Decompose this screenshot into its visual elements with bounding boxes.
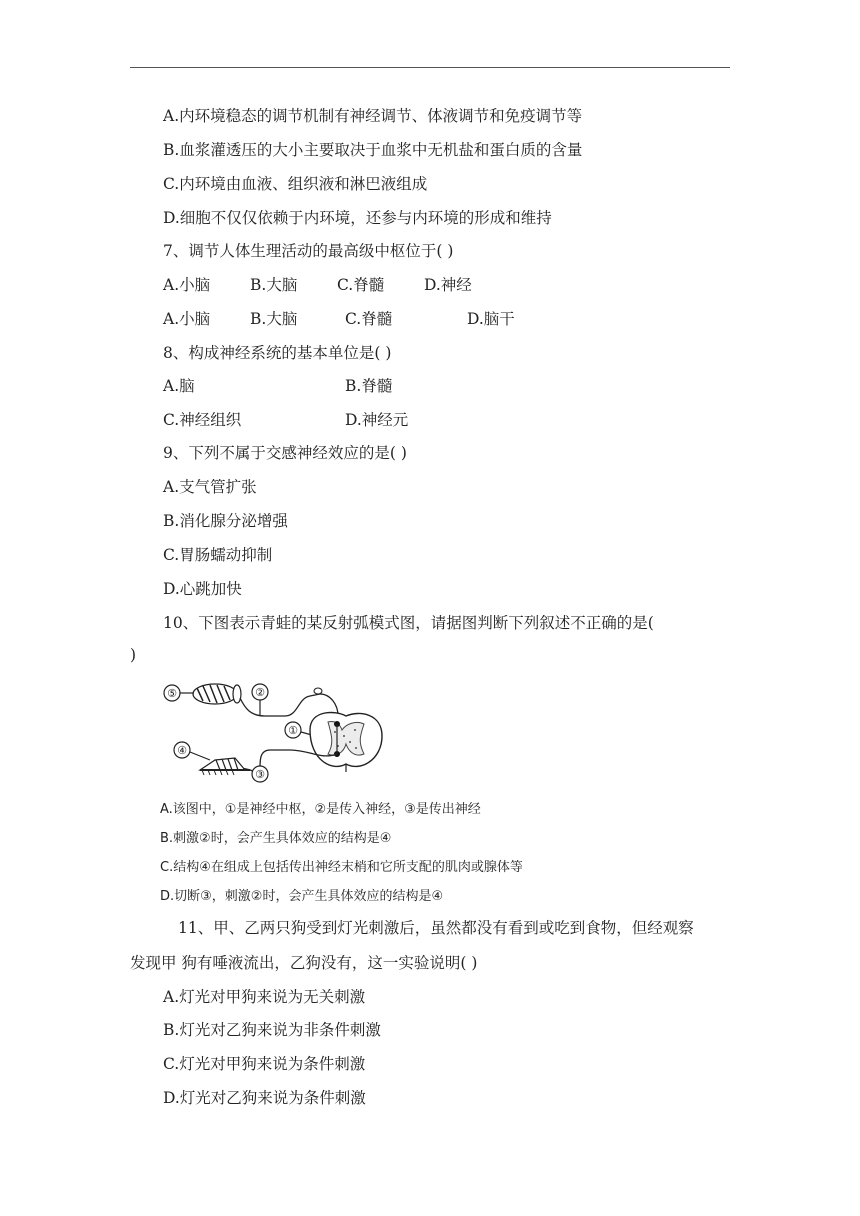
q7-r1-b: B.大脑 [250,276,298,294]
q11-option-d: D.灯光对乙狗来说为条件刺激 [163,1089,366,1107]
q6-option-d: D.细胞不仅仅依赖于内环境，还参与内环境的形成和维持 [163,209,552,227]
reflex-arc-diagram [160,680,410,785]
q10-option-c: C.结构④在组成上包括传出神经末梢和它所支配的肌肉或腺体等 [160,860,523,875]
q8-option-c: C.神经组织 [163,411,242,429]
label-2 [252,684,268,716]
q9-stem: 9、下列不属于交感神经效应的是( ) [163,444,407,462]
q9-option-a: A.支气管扩张 [163,478,257,496]
header-rule [130,67,730,68]
q10-stem-line1: 10、下图表示青蛙的某反射弧模式图，请据图判断下列叙述不正确的是( [163,614,654,632]
q10-option-d: D.切断③，刺激②时，会产生具体效应的结构是④ [160,889,444,904]
q10-option-a: A.该图中，①是神经中枢，②是传入神经，③是传出神经 [160,802,481,817]
q7-r2-b: B.大脑 [250,310,298,328]
q8-option-b: B.脊髓 [345,377,393,395]
q11-option-b: B.灯光对乙狗来说为非条件刺激 [163,1021,381,1039]
label-1-text: ① [288,724,298,737]
q6-option-b: B.血浆灌透压的大小主要取决于血浆中无机盐和蛋白质的含量 [163,141,583,159]
q10-stem-line2: ) [130,646,137,664]
label-4 [174,742,210,760]
q8-stem: 8、构成神经系统的基本单位是( ) [163,344,392,362]
q9-option-b: B.消化腺分泌增强 [163,512,288,530]
spinal-cord [310,713,382,772]
q9-option-c: C.胃肠蠕动抑制 [163,546,273,564]
q9-option-d: D.心跳加快 [163,580,242,598]
q8-option-d: D.神经元 [345,411,409,429]
q7-r1-a: A.小脑 [163,276,211,294]
q6-option-c: C.内环境由血液、组织液和淋巴液组成 [163,175,428,193]
q11-stem-line2: 发现甲 狗有唾液流出，乙狗没有，这一实验说明( ) [130,954,478,972]
label-4-text: ④ [177,744,187,757]
label-5-text: ⑤ [167,687,177,700]
q11-option-c: C.灯光对甲狗来说为条件刺激 [163,1055,366,1073]
label-5 [164,685,193,701]
label-2-text: ② [255,686,265,699]
q7-r2-a: A.小脑 [163,310,211,328]
q11-option-a: A.灯光对甲狗来说为无关刺激 [163,988,366,1006]
q7-r2-c: C.脊髓 [345,310,393,328]
label-3-text: ③ [255,768,265,781]
q10-option-b: B.刺激②时，会产生具体效应的结构是④ [160,831,392,846]
q7-stem: 7、调节人体生理活动的最高级中枢位于( ) [163,242,454,260]
label-3 [252,766,268,782]
lower-receptor [200,758,250,775]
upper-muscle [193,684,241,704]
q8-option-a: A.脑 [163,377,195,395]
q7-r1-c: C.脊髓 [337,276,385,294]
q6-option-a: A.内环境稳态的调节机制有神经调节、体液调节和免疫调节等 [163,107,583,125]
q7-r2-d: D.脑干 [467,310,515,328]
q7-r1-d: D.神经 [424,276,472,294]
q11-stem-line1: 11、甲、乙两只狗受到灯光刺激后，虽然都没有看到或吃到食物，但经观察 [178,919,694,937]
